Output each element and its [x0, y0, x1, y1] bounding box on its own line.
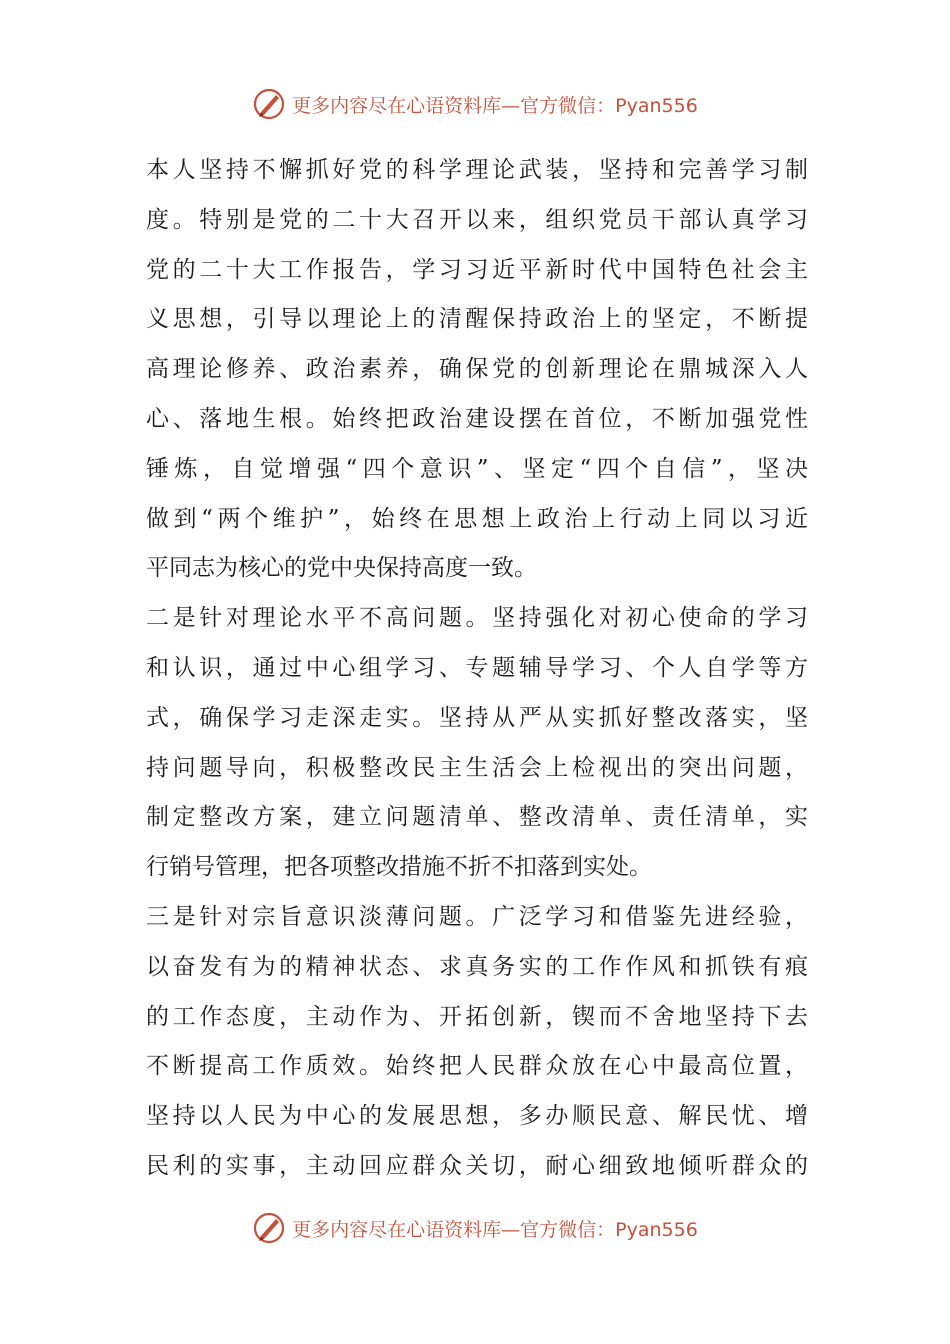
- pen-logo-icon: [252, 87, 286, 121]
- body-text-line: 平同志为核心的党中央保持高度一致。: [146, 555, 537, 582]
- body-text-line: 持问题导向，积极整改民主生活会上检视出的突出问题，: [146, 754, 808, 781]
- document-body: [146, 146, 808, 1192]
- body-text-line: 坚持以人民为中心的发展思想，多办顺民意、解民忧、增: [146, 1103, 808, 1130]
- pen-logo-icon: [252, 1211, 286, 1245]
- footer-wechat-id: Pyan556: [615, 1218, 698, 1241]
- body-text-line: 党的二十大工作报告，学习习近平新时代中国特色社会主: [146, 256, 808, 283]
- body-text-line: 做到“两个维护”，始终在思想上政治上行动上同以习近: [146, 505, 808, 532]
- body-text-line: 义思想，引导以理论上的清醒保持政治上的坚定，不断提: [146, 306, 808, 333]
- body-text-line: 二是针对理论水平不高问题。坚持强化对初心使命的学习: [146, 605, 808, 632]
- body-text-line: 度。特别是党的二十大召开以来，组织党员干部认真学习: [146, 206, 808, 233]
- body-text-line: 民利的实事，主动回应群众关切，耐心细致地倾听群众的: [146, 1152, 808, 1179]
- footer-watermark-banner: [0, 1208, 950, 1248]
- body-text-line: 式，确保学习走深走实。坚持从严从实抓好整改落实，坚: [146, 704, 808, 731]
- footer-banner-label: 更多内容尽在心语资料库—官方微信：: [292, 1218, 616, 1241]
- body-text-line: 三是针对宗旨意识淡薄问题。广泛学习和借鉴先进经验，: [146, 903, 808, 930]
- body-text-line: 制定整改方案，建立问题清单、整改清单、责任清单，实: [146, 804, 808, 831]
- body-text-line: 本人坚持不懈抓好党的科学理论武装，坚持和完善学习制: [146, 157, 808, 183]
- body-text-line: 心、落地生根。始终把政治建设摆在首位，不断加强党性: [146, 405, 808, 432]
- header-banner-label: 更多内容尽在心语资料库—官方微信：: [292, 94, 616, 117]
- body-text-line: 以奋发有为的精神状态、求真务实的工作作风和抓铁有痕: [146, 953, 808, 980]
- body-text-line: 锤炼，自觉增强“四个意识”、坚定“四个自信”，坚决: [146, 455, 808, 482]
- header-wechat-id: Pyan556: [615, 94, 698, 117]
- body-text-line: 高理论修养、政治素养，确保党的创新理论在鼎城深入人: [146, 356, 808, 383]
- body-text-line: 不断提高工作质效。始终把人民群众放在心中最高位置，: [146, 1053, 808, 1080]
- header-banner-text: [292, 91, 698, 118]
- body-text-line: 和认识，通过中心组学习、专题辅导学习、个人自学等方: [146, 654, 808, 681]
- header-watermark-banner: [0, 84, 950, 124]
- body-text-line: 行销号管理，把各项整改措施不折不扣落到实处。: [146, 854, 652, 881]
- body-text-line: 的工作态度，主动作为、开拓创新，锲而不舍地坚持下去: [146, 1003, 808, 1030]
- footer-banner-text: [292, 1215, 698, 1242]
